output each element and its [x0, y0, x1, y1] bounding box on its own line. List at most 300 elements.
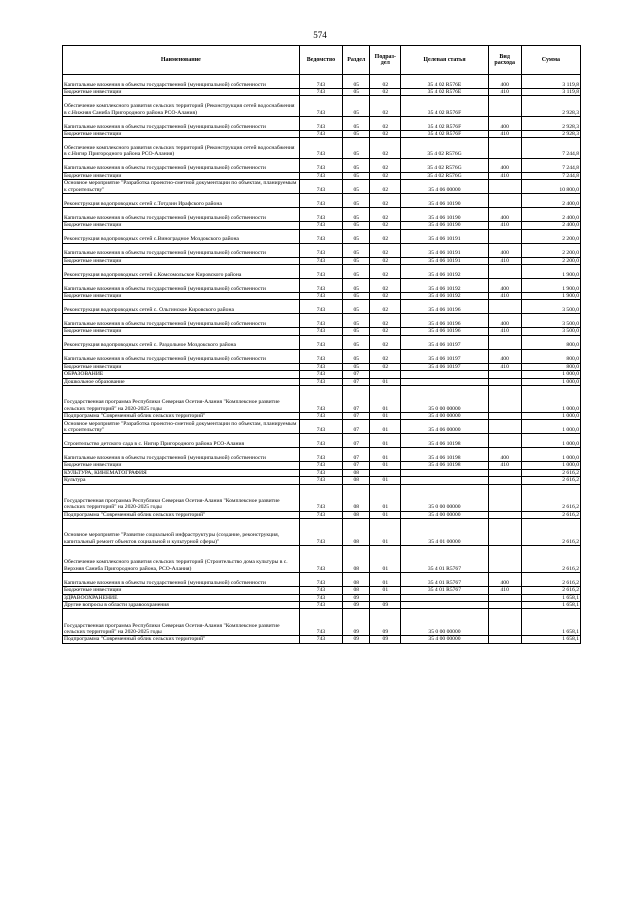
row-podrazdel: 01 — [370, 462, 401, 469]
row-target-article: 35 4 00 00000 — [401, 511, 488, 518]
row-name: Капитальные вложения в объекты государственной (муниципальной) собственности — [63, 75, 300, 89]
table-row — [63, 546, 581, 573]
row-expense-type — [488, 511, 521, 518]
table-row — [63, 293, 581, 300]
row-podrazdel: 09 — [370, 609, 401, 636]
row-target-article — [401, 594, 488, 601]
row-razdel: 05 — [343, 75, 370, 89]
row-name: Государственная программа Республики Северная Осетия-Алания "Комплексное развитие сельских территорий" на 2020-2025 годы — [63, 484, 300, 511]
row-name: Другие вопросы в области здравоохранения — [63, 601, 300, 608]
row-razdel: 08 — [343, 484, 370, 511]
row-target-article: 35 4 06 10192 — [401, 293, 488, 300]
row-target-article: 35 4 06 10197 — [401, 363, 488, 370]
row-expense-type: 400 — [488, 158, 521, 172]
row-razdel: 05 — [343, 229, 370, 243]
table-row — [63, 420, 581, 434]
row-expense-type — [488, 335, 521, 349]
row-sum: 1 000,0 — [521, 462, 580, 469]
row-target-article: 35 4 06 10197 — [401, 349, 488, 363]
row-expense-type — [488, 469, 521, 476]
row-expense-type — [488, 546, 521, 573]
table-row — [63, 363, 581, 370]
table-row — [63, 138, 581, 159]
row-podrazdel: 02 — [370, 328, 401, 335]
row-target-article: 35 4 06 10190 — [401, 222, 488, 229]
row-razdel: 08 — [343, 573, 370, 587]
row-vedomstvo: 743 — [299, 448, 343, 462]
row-name: Подпрограмма "Современный облик сельских территорий" — [63, 636, 300, 643]
row-razdel: 05 — [343, 158, 370, 172]
row-target-article — [401, 378, 488, 385]
row-expense-type: 410 — [488, 172, 521, 179]
row-expense-type — [488, 194, 521, 208]
row-sum: 1 000,0 — [521, 448, 580, 462]
row-name: Обеспечение комплексного развития сельских территорий (Реконструкция сетей водоснабжения в с.Нигир Пригородного района РСО-Алания) — [63, 138, 300, 159]
row-podrazdel: 01 — [370, 378, 401, 385]
row-podrazdel: 01 — [370, 413, 401, 420]
row-podrazdel: 02 — [370, 349, 401, 363]
header-razdel: Раздел — [343, 46, 370, 75]
row-name: Бюджетные инвестиции — [63, 89, 300, 96]
row-sum: 800,0 — [521, 349, 580, 363]
row-target-article: 35 4 06 10192 — [401, 279, 488, 293]
row-razdel: 07 — [343, 462, 370, 469]
row-razdel: 07 — [343, 434, 370, 448]
row-vedomstvo: 743 — [299, 314, 343, 328]
table-row — [63, 587, 581, 594]
row-sum: 2 616,2 — [521, 519, 580, 546]
row-podrazdel: 02 — [370, 89, 401, 96]
row-name: Капитальные вложения в объекты государственной (муниципальной) собственности — [63, 116, 300, 130]
row-razdel: 05 — [343, 180, 370, 194]
row-name: Капитальные вложения в объекты государственной (муниципальной) собственности — [63, 158, 300, 172]
row-vedomstvo: 743 — [299, 172, 343, 179]
row-razdel: 05 — [343, 328, 370, 335]
row-name: Основное мероприятие "Разработка проектно-сметной документации по объектам, планируемым к строительству" — [63, 180, 300, 194]
row-name: Бюджетные инвестиции — [63, 257, 300, 264]
table-row — [63, 279, 581, 293]
row-name: Реконструкция водопроводных сетей с. Раздольное Моздокского района — [63, 335, 300, 349]
row-sum: 1 000,0 — [521, 413, 580, 420]
table-row — [63, 328, 581, 335]
row-vedomstvo: 743 — [299, 194, 343, 208]
row-sum: 2 200,0 — [521, 229, 580, 243]
row-vedomstvo: 743 — [299, 180, 343, 194]
row-sum: 10 800,0 — [521, 180, 580, 194]
row-razdel: 08 — [343, 477, 370, 484]
row-expense-type — [488, 265, 521, 279]
row-razdel: 05 — [343, 363, 370, 370]
row-vedomstvo: 743 — [299, 378, 343, 385]
row-name: Капитальные вложения в объекты государственной (муниципальной) собственности — [63, 573, 300, 587]
row-target-article: 35 4 06 10198 — [401, 462, 488, 469]
row-target-article: 35 4 00 00000 — [401, 636, 488, 643]
row-vedomstvo: 743 — [299, 158, 343, 172]
row-name: ЗДРАВООХРАНЕНИЕ — [63, 594, 300, 601]
row-expense-type: 410 — [488, 328, 521, 335]
row-expense-type — [488, 96, 521, 117]
row-target-article: 35 4 06 00000 — [401, 420, 488, 434]
row-podrazdel: 02 — [370, 208, 401, 222]
row-name: Реконструкция водопроводных сетей с.Тотдзин Ирафского района — [63, 194, 300, 208]
row-expense-type: 410 — [488, 293, 521, 300]
table-row — [63, 229, 581, 243]
row-target-article: 35 4 06 10190 — [401, 208, 488, 222]
row-vedomstvo: 743 — [299, 265, 343, 279]
row-vedomstvo: 743 — [299, 208, 343, 222]
row-expense-type: 400 — [488, 75, 521, 89]
row-expense-type — [488, 413, 521, 420]
row-sum: 3 119,8 — [521, 89, 580, 96]
row-razdel: 09 — [343, 601, 370, 608]
row-expense-type: 400 — [488, 208, 521, 222]
row-target-article: 35 4 06 00000 — [401, 180, 488, 194]
row-target-article: 35 4 06 10190 — [401, 194, 488, 208]
row-vedomstvo: 743 — [299, 546, 343, 573]
row-podrazdel: 02 — [370, 293, 401, 300]
row-razdel: 08 — [343, 519, 370, 546]
row-vedomstvo: 743 — [299, 413, 343, 420]
row-name: Государственная программа Республики Северная Осетия-Алания "Комплексное развитие сельских территорий" на 2020-2025 годы — [63, 386, 300, 413]
row-sum: 1 000,0 — [521, 378, 580, 385]
row-sum: 2 400,0 — [521, 222, 580, 229]
row-sum: 2 616,2 — [521, 511, 580, 518]
row-razdel: 05 — [343, 172, 370, 179]
row-podrazdel: 02 — [370, 335, 401, 349]
row-target-article: 35 4 02 R576G — [401, 138, 488, 159]
row-razdel: 05 — [343, 279, 370, 293]
row-name: Бюджетные инвестиции — [63, 462, 300, 469]
row-vedomstvo: 743 — [299, 335, 343, 349]
row-sum: 3 119,8 — [521, 75, 580, 89]
row-sum: 2 616,2 — [521, 477, 580, 484]
table-row — [63, 222, 581, 229]
table-row — [63, 448, 581, 462]
row-razdel: 07 — [343, 386, 370, 413]
row-target-article — [401, 469, 488, 476]
row-razdel: 07 — [343, 371, 370, 378]
row-expense-type — [488, 434, 521, 448]
row-razdel: 05 — [343, 222, 370, 229]
row-razdel: 05 — [343, 208, 370, 222]
row-razdel: 07 — [343, 413, 370, 420]
row-name: Бюджетные инвестиции — [63, 363, 300, 370]
row-target-article: 35 4 06 10192 — [401, 265, 488, 279]
row-name: Обеспечение комплексного развития сельских территорий (Реконструкция сетей водоснабжения в с.Нижняя Саниба Пригородного района РСО-Алания) — [63, 96, 300, 117]
row-target-article: 35 4 02 R576F — [401, 130, 488, 137]
row-podrazdel: 01 — [370, 434, 401, 448]
row-razdel: 09 — [343, 636, 370, 643]
row-vedomstvo: 743 — [299, 573, 343, 587]
row-target-article: 35 4 06 10198 — [401, 448, 488, 462]
row-razdel: 05 — [343, 335, 370, 349]
table-row — [63, 434, 581, 448]
row-vedomstvo: 743 — [299, 138, 343, 159]
row-sum: 1 000,0 — [521, 386, 580, 413]
row-expense-type: 400 — [488, 314, 521, 328]
row-sum: 2 616,2 — [521, 484, 580, 511]
table-row — [63, 158, 581, 172]
row-target-article: 35 4 00 00000 — [401, 413, 488, 420]
row-name: Бюджетные инвестиции — [63, 222, 300, 229]
row-sum: 1 000,0 — [521, 371, 580, 378]
table-row — [63, 519, 581, 546]
row-target-article: 35 0 00 00000 — [401, 609, 488, 636]
row-vedomstvo: 743 — [299, 257, 343, 264]
table-row — [63, 243, 581, 257]
row-expense-type: 400 — [488, 279, 521, 293]
table-row — [63, 609, 581, 636]
table-row — [63, 172, 581, 179]
row-razdel: 05 — [343, 96, 370, 117]
row-name: Капитальные вложения в объекты государственной (муниципальной) собственности — [63, 279, 300, 293]
table-row — [63, 116, 581, 130]
row-vedomstvo: 743 — [299, 279, 343, 293]
row-podrazdel: 02 — [370, 222, 401, 229]
row-expense-type — [488, 519, 521, 546]
row-vedomstvo: 743 — [299, 420, 343, 434]
row-expense-type — [488, 138, 521, 159]
row-name: Бюджетные инвестиции — [63, 172, 300, 179]
table-row — [63, 75, 581, 89]
row-sum: 2 400,0 — [521, 208, 580, 222]
row-target-article: 35 4 06 10198 — [401, 434, 488, 448]
row-podrazdel: 02 — [370, 300, 401, 314]
table-row — [63, 636, 581, 643]
row-sum: 2 400,0 — [521, 194, 580, 208]
row-razdel: 05 — [343, 138, 370, 159]
row-podrazdel: 09 — [370, 601, 401, 608]
row-target-article: 35 4 06 10197 — [401, 335, 488, 349]
row-vedomstvo: 743 — [299, 130, 343, 137]
row-name: Реконструкция водопроводных сетей с.Виноградное Моздокского района — [63, 229, 300, 243]
row-razdel: 05 — [343, 293, 370, 300]
row-sum: 7 244,8 — [521, 138, 580, 159]
row-podrazdel: 02 — [370, 180, 401, 194]
row-razdel: 07 — [343, 448, 370, 462]
row-target-article: 35 4 06 10191 — [401, 257, 488, 264]
row-name: Государственная программа Республики Северная Осетия-Алания "Комплексное развитие сельских территорий" на 2020-2025 годы — [63, 609, 300, 636]
row-vedomstvo: 743 — [299, 386, 343, 413]
row-sum: 2 200,0 — [521, 243, 580, 257]
row-expense-type — [488, 601, 521, 608]
row-podrazdel: 02 — [370, 130, 401, 137]
row-vedomstvo: 743 — [299, 484, 343, 511]
row-sum: 2 928,3 — [521, 130, 580, 137]
row-sum: 1 658,1 — [521, 636, 580, 643]
row-vedomstvo: 743 — [299, 349, 343, 363]
row-sum: 7 244,8 — [521, 158, 580, 172]
table-row — [63, 300, 581, 314]
row-target-article: 35 4 06 10191 — [401, 229, 488, 243]
row-expense-type: 410 — [488, 363, 521, 370]
row-podrazdel: 02 — [370, 116, 401, 130]
row-podrazdel: 02 — [370, 138, 401, 159]
row-podrazdel: 02 — [370, 75, 401, 89]
row-vedomstvo: 743 — [299, 434, 343, 448]
row-podrazdel: 01 — [370, 573, 401, 587]
table-row — [63, 386, 581, 413]
table-row — [63, 573, 581, 587]
row-podrazdel: 01 — [370, 511, 401, 518]
budget-table — [62, 45, 581, 644]
row-podrazdel: 09 — [370, 636, 401, 643]
table-row — [63, 477, 581, 484]
table-row — [63, 314, 581, 328]
row-expense-type: 400 — [488, 573, 521, 587]
row-target-article: 35 4 01 00000 — [401, 519, 488, 546]
row-name: Бюджетные инвестиции — [63, 130, 300, 137]
row-expense-type — [488, 229, 521, 243]
row-sum: 1 000,0 — [521, 434, 580, 448]
table-row — [63, 335, 581, 349]
row-razdel: 08 — [343, 546, 370, 573]
row-name: Капитальные вложения в объекты государственной (муниципальной) собственности — [63, 208, 300, 222]
row-vedomstvo: 743 — [299, 511, 343, 518]
row-target-article: 35 4 06 10191 — [401, 243, 488, 257]
row-expense-type — [488, 371, 521, 378]
row-target-article: 35 4 06 10196 — [401, 328, 488, 335]
row-sum: 2 616,2 — [521, 546, 580, 573]
row-sum: 3 500,0 — [521, 328, 580, 335]
row-vedomstvo: 743 — [299, 601, 343, 608]
row-vedomstvo: 743 — [299, 477, 343, 484]
row-target-article: 35 4 01 R5767 — [401, 573, 488, 587]
row-sum: 2 928,3 — [521, 96, 580, 117]
row-sum: 3 500,0 — [521, 314, 580, 328]
row-target-article: 35 4 01 R5767 — [401, 587, 488, 594]
table-row — [63, 413, 581, 420]
header-podrazdel: Подраз-дел — [370, 46, 401, 75]
row-vedomstvo: 743 — [299, 594, 343, 601]
row-target-article: 35 0 00 00000 — [401, 386, 488, 413]
row-podrazdel: 01 — [370, 546, 401, 573]
row-sum: 1 900,0 — [521, 279, 580, 293]
table-row — [63, 265, 581, 279]
table-row — [63, 469, 581, 476]
row-sum: 800,0 — [521, 335, 580, 349]
table-row — [63, 484, 581, 511]
row-name: Капитальные вложения в объекты государственной (муниципальной) собственности — [63, 243, 300, 257]
row-podrazdel — [370, 469, 401, 476]
row-target-article: 35 4 02 R576G — [401, 172, 488, 179]
row-podrazdel: 01 — [370, 477, 401, 484]
row-razdel: 08 — [343, 587, 370, 594]
row-razdel: 05 — [343, 89, 370, 96]
row-vedomstvo: 743 — [299, 96, 343, 117]
row-name: Реконструкция водопроводных сетей с.Комсомольское Кировского района — [63, 265, 300, 279]
row-razdel: 05 — [343, 265, 370, 279]
row-podrazdel: 02 — [370, 243, 401, 257]
row-name: Бюджетные инвестиции — [63, 587, 300, 594]
row-expense-type — [488, 180, 521, 194]
row-expense-type: 410 — [488, 462, 521, 469]
row-target-article — [401, 477, 488, 484]
row-sum: 1 658,1 — [521, 594, 580, 601]
row-vedomstvo: 743 — [299, 636, 343, 643]
header-sum: Сумма — [521, 46, 580, 75]
row-target-article: 35 4 06 10196 — [401, 314, 488, 328]
row-name: Основное мероприятие "Развитие социальной инфраструктуры (создание, реконструкция, капитальный ремонт объектов социальной и культурной сферы)" — [63, 519, 300, 546]
row-expense-type — [488, 609, 521, 636]
table-row — [63, 130, 581, 137]
table-row — [63, 378, 581, 385]
row-podrazdel: 02 — [370, 194, 401, 208]
row-podrazdel: 01 — [370, 587, 401, 594]
row-name: Бюджетные инвестиции — [63, 293, 300, 300]
row-target-article: 35 4 01 R5767 — [401, 546, 488, 573]
row-razdel: 05 — [343, 243, 370, 257]
row-target-article: 35 4 02 R576F — [401, 96, 488, 117]
row-sum: 3 500,0 — [521, 300, 580, 314]
table-row — [63, 257, 581, 264]
row-razdel: 05 — [343, 257, 370, 264]
row-target-article: 35 0 00 00000 — [401, 484, 488, 511]
row-sum: 2 616,2 — [521, 469, 580, 476]
row-vedomstvo: 743 — [299, 300, 343, 314]
row-name: КУЛЬТУРА, КИНЕМАТОГРАФИЯ — [63, 469, 300, 476]
table-row — [63, 96, 581, 117]
row-razdel: 05 — [343, 194, 370, 208]
header-name: Наименование — [63, 46, 300, 75]
row-podrazdel: 01 — [370, 448, 401, 462]
row-razdel: 05 — [343, 349, 370, 363]
row-vedomstvo: 743 — [299, 519, 343, 546]
row-vedomstvo: 743 — [299, 363, 343, 370]
row-sum: 1 000,0 — [521, 420, 580, 434]
row-podrazdel: 02 — [370, 158, 401, 172]
row-expense-type — [488, 484, 521, 511]
row-sum: 800,0 — [521, 363, 580, 370]
row-sum: 2 616,2 — [521, 573, 580, 587]
row-razdel: 09 — [343, 594, 370, 601]
row-name: Капитальные вложения в объекты государственной (муниципальной) собственности — [63, 349, 300, 363]
page-number: 574 — [313, 30, 327, 40]
row-razdel: 05 — [343, 130, 370, 137]
row-name: ОБРАЗОВАНИЕ — [63, 371, 300, 378]
row-podrazdel: 02 — [370, 172, 401, 179]
row-expense-type — [488, 477, 521, 484]
row-target-article — [401, 371, 488, 378]
row-expense-type — [488, 594, 521, 601]
table-row — [63, 511, 581, 518]
table-row — [63, 371, 581, 378]
row-podrazdel: 02 — [370, 265, 401, 279]
row-vedomstvo: 743 — [299, 243, 343, 257]
row-sum: 1 658,1 — [521, 601, 580, 608]
row-podrazdel — [370, 594, 401, 601]
row-name: Строительство детского сада в с. Нигир Пригородного района РСО-Алания — [63, 434, 300, 448]
row-razdel: 07 — [343, 378, 370, 385]
row-podrazdel: 02 — [370, 363, 401, 370]
row-sum: 1 900,0 — [521, 293, 580, 300]
table-row — [63, 89, 581, 96]
row-podrazdel: 02 — [370, 279, 401, 293]
row-name: Капитальные вложения в объекты государственной (муниципальной) собственности — [63, 448, 300, 462]
row-target-article: 35 4 02 R576F — [401, 116, 488, 130]
row-vedomstvo: 743 — [299, 328, 343, 335]
row-razdel: 05 — [343, 300, 370, 314]
row-sum: 2 616,2 — [521, 587, 580, 594]
row-razdel: 05 — [343, 116, 370, 130]
header-vedomstvo: Ведомство — [299, 46, 343, 75]
row-target-article: 35 4 02 R576G — [401, 158, 488, 172]
row-vedomstvo: 743 — [299, 75, 343, 89]
table-row — [63, 180, 581, 194]
row-name: Подпрограмма "Современный облик сельских территорий" — [63, 413, 300, 420]
row-podrazdel: 01 — [370, 420, 401, 434]
row-name: Дошкольное образование — [63, 378, 300, 385]
